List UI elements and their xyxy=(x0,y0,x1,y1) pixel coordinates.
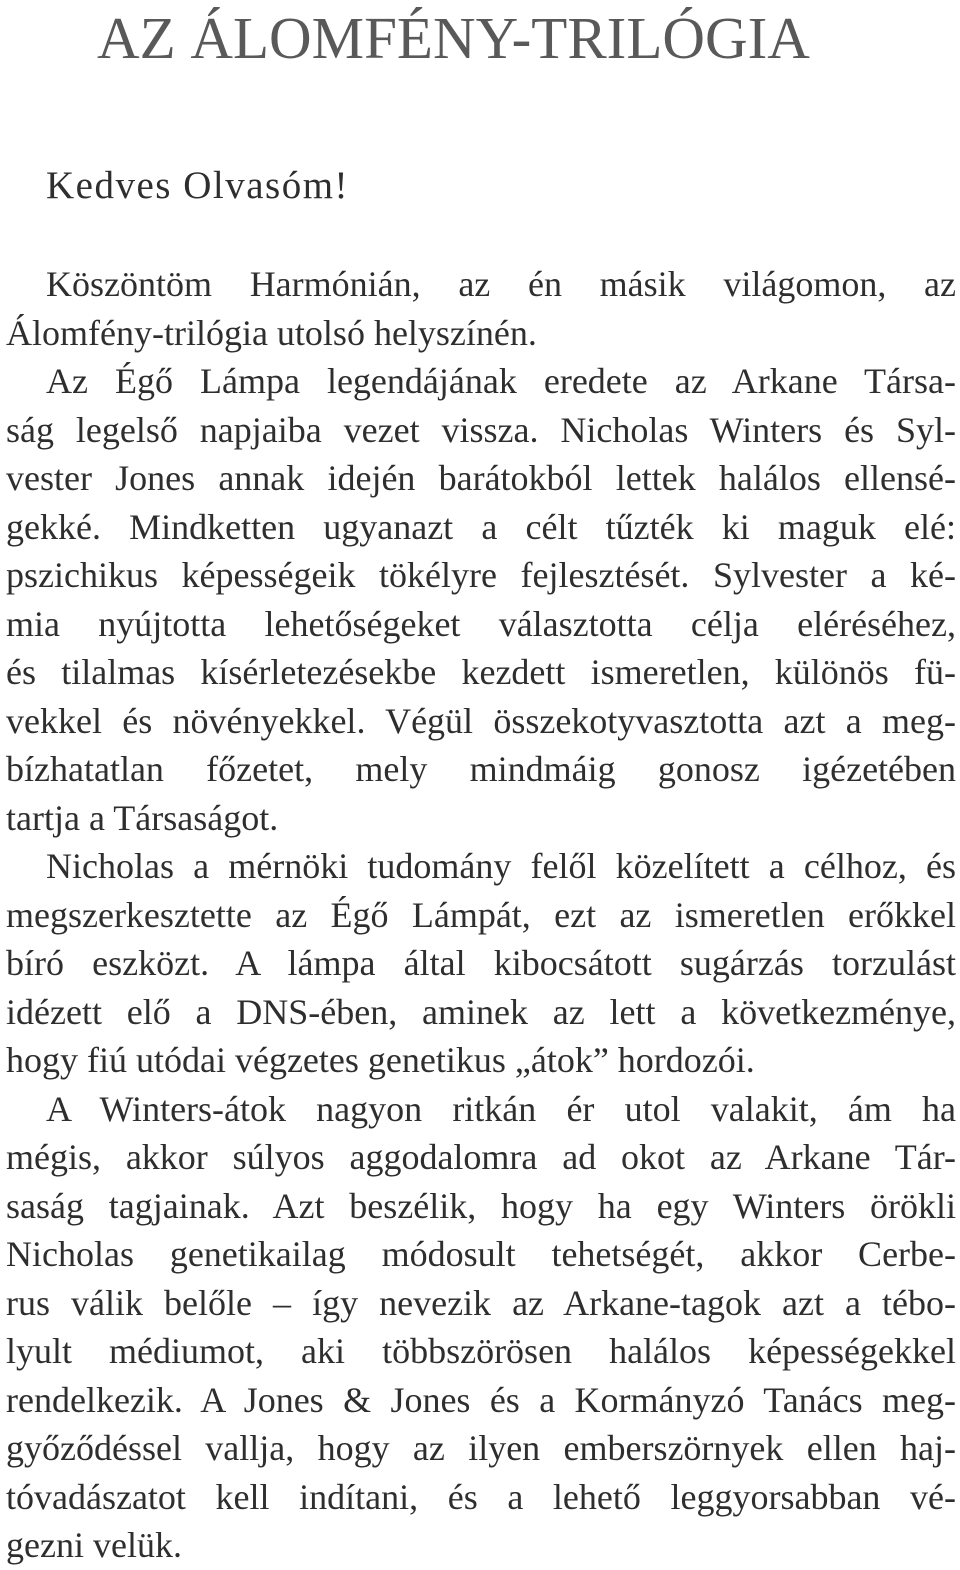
text-line: győződéssel vallja, hogy az ilyen emberszörnyek ellen haj- xyxy=(6,1428,956,1468)
text-line: Az Égő Lámpa legendájának eredete az Arkane Társa- xyxy=(46,361,956,401)
text-line: rus válik belőle – így nevezik az Arkane-tagok azt a tébo- xyxy=(6,1282,956,1323)
text-line: idézett elő a DNS-ében, aminek az lett a következménye, xyxy=(6,991,956,1032)
text-line: lyult médiumot, aki többszörösen halálos képességekkel xyxy=(6,1331,956,1371)
text-line: bíró eszközt. A lámpa által kibocsátott sugárzás torzulást xyxy=(6,943,956,983)
text-line: pszichikus képességeik tökélyre fejlesztését. Sylvester a ké- xyxy=(6,555,956,595)
text-line: mia nyújtotta lehetőségeket választotta célja eléréséhez, xyxy=(6,603,956,644)
text-line: gekké. Mindketten ugyanazt a célt tűzték ki maguk elé: xyxy=(6,506,956,547)
text-line: A Winters-átok nagyon ritkán ér utol valakit, ám ha xyxy=(46,1088,956,1129)
text-line: gezni velük. xyxy=(6,1525,182,1565)
text-line: Nicholas a mérnöki tudomány felől közelített a célhoz, és xyxy=(46,846,956,886)
text-line: vester Jones annak idején barátokból lettek halálos ellensé- xyxy=(6,458,956,498)
text-line: tóvadászatot kell indítani, és a lehető leggyorsabban vé- xyxy=(6,1476,956,1517)
text-line: ság legelső napjaiba vezet vissza. Nicholas Winters és Syl- xyxy=(6,409,956,450)
text-line: mégis, akkor súlyos aggodalomra ad okot az Arkane Tár- xyxy=(6,1137,956,1177)
body-text xyxy=(6,260,956,1570)
text-line: bízhatatlan főzetet, mely mindmáig gonosz igézetében xyxy=(6,749,956,789)
text-line: vekkel és növényekkel. Végül összekotyvasztotta azt a meg- xyxy=(6,700,956,741)
text-line: saság tagjainak. Azt beszélik, hogy ha egy Winters örökli xyxy=(6,1185,956,1226)
text-line: megszerkesztette az Égő Lámpát, ezt az ismeretlen erőkkel xyxy=(6,894,956,935)
text-line: hogy fiú utódai végzetes genetikus „átok” hordozói. xyxy=(6,1040,755,1080)
salutation: Kedves Olvasóm! xyxy=(46,164,350,207)
text-line: és tilalmas kísérletezésekbe kezdett ismeretlen, különös fü- xyxy=(6,652,956,692)
text-line: tartja a Társaságot. xyxy=(6,797,279,838)
text-line: Nicholas genetikailag módosult tehetségét, akkor Cerbe- xyxy=(6,1234,956,1274)
text-line: rendelkezik. A Jones & Jones és a Kormányzó Tanács meg- xyxy=(6,1379,956,1420)
text-line: Álomfény-trilógia utolsó helyszínén. xyxy=(6,312,537,353)
page-title: AZ ÁLOMFÉNY-TRILÓGIA xyxy=(97,5,810,71)
text-line: Köszöntöm Harmónián, az én másik világomon, az xyxy=(46,264,956,304)
